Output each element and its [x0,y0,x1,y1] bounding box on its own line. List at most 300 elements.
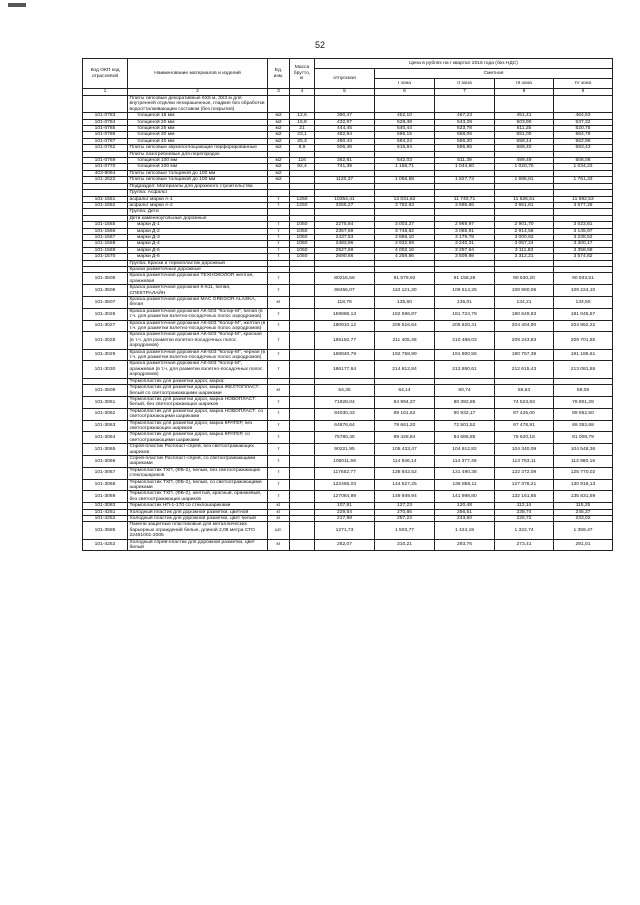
item-zone-1-price: 540,44 [375,126,435,132]
item-release-price: 362,81 [315,158,375,164]
item-zone-2-price: 131 490,38 [435,467,495,479]
item-release-price: 229,54 [315,509,375,515]
item-code: 101-0769 [83,158,128,164]
item-zone-3-price: 209 243,83 [495,332,554,349]
item-zone-4-price: 3 238,52 [554,234,613,240]
item-code: 101-3064 [83,432,128,444]
item-code: 101-0783 [83,113,128,119]
item-zone-1-price: 127,23 [375,503,435,509]
item-code: 101-0762 [83,145,128,151]
item-unit: т [268,308,290,320]
item-name: Термопластик для разметки дорог, марка НОВОПЛАСТ: со светоотражающими шариками [128,408,268,420]
item-zone-1-price: 84 994,37 [375,396,435,408]
item-unit: т [268,222,290,228]
item-zone-4-price: 134,50 [554,297,613,309]
item-zone-2-price: 191 900,55 [435,349,495,361]
item-code: 101-3063 [83,420,128,432]
item-mass [290,297,315,309]
item-release-price: 90221,95 [315,444,375,456]
item-release-price: 2367,69 [315,228,375,234]
item-zone-4-price: 506,08 [554,158,613,164]
item-code: 101-3066 [83,455,128,467]
item-mass [290,361,315,378]
item-unit: т [268,273,290,285]
item-mass: 1050 [290,241,315,247]
item-unit: т [268,444,290,456]
item-zone-4-price: 3 677,28 [554,202,613,208]
header-zone-4: IV зона [554,79,613,89]
item-zone-2-price: 1 827,73 [435,177,495,183]
table-row [83,196,613,202]
item-unit: м2 [268,126,290,132]
item-zone-3-price: 499,49 [495,158,554,164]
item-zone-4-price: 76 801,28 [554,396,613,408]
item-zone-4-price: 69 352,68 [554,420,613,432]
item-zone-2-price: 91 158,28 [435,273,495,285]
item-mass [290,432,315,444]
item-unit: т [268,241,290,247]
section-title: Термопластик для разметки дорог, марка: [128,378,268,384]
item-release-price: 2275,84 [315,222,375,228]
item-release-price: 2690,66 [315,254,375,260]
item-zone-3-price: 67 478,91 [495,420,554,432]
item-zone-2-price: 72 501,52 [435,420,495,432]
item-unit: т [268,332,290,349]
item-zone-4-price: 90 933,51 [554,273,613,285]
item-release-price: 262,07 [315,539,375,551]
item-zone-1-price: 4 002,16 [375,247,435,253]
item-unit: т [268,491,290,503]
item-name: Краска разметочная дорожная К-611, белая, СПЕКТРАЛАЙН [128,285,268,297]
item-zone-4-price: 135 831,59 [554,491,613,503]
item-zone-2-price: 1 424,19 [435,522,495,539]
item-zone-2-price: 543,28 [435,119,495,125]
table-row [83,467,613,479]
item-release-price: 159886,13 [315,308,375,320]
item-zone-1-price: 64,14 [375,385,435,397]
item-release-price: 84030,43 [315,408,375,420]
header-estimate-group: Сметная [375,69,613,79]
item-release-price: 10354,41 [315,196,375,202]
item-unit: т [268,254,290,260]
item-zone-4-price: 1 359,47 [554,522,613,539]
item-zone-3-price: 1 322,74 [495,522,554,539]
item-mass [290,444,315,456]
item-name: Плиты гипсовые толщиной до 100 мм [128,170,268,176]
item-mass: 116 [290,158,315,164]
item-release-price: 185192,77 [315,332,375,349]
item-zone-3-price: 551,00 [495,132,554,138]
item-release-price: 80215,56 [315,273,375,285]
item-zone-2-price: 3 179,78 [435,234,495,240]
item-code: 101-3509 [83,385,128,397]
item-zone-1-price: 615,84 [375,145,435,151]
item-code: 101-4252 [83,516,128,522]
item-code: 101-2622 [83,177,128,183]
item-zone-3-price: 3 057,24 [495,241,554,247]
item-code: 403-9094 [83,170,128,176]
item-mass [290,285,315,297]
item-mass [290,332,315,349]
header-zone-3: III зона [495,79,554,89]
item-zone-2-price: 293,76 [435,539,495,551]
item-zone-4-price: 3 574,82 [554,254,613,260]
item-name: толщиной 25 мм [128,126,268,132]
item-mass: 1050 [290,234,315,240]
item-mass: 1050 [290,247,315,253]
empty-cell [554,96,613,113]
item-zone-4-price: 3 023,61 [554,222,613,228]
item-zone-3-price: 113 753,11 [495,455,554,467]
item-unit: т [268,196,290,202]
item-code: 101-3068 [83,479,128,491]
item-name: Холодный спрей-пластик для дорожной разметки, цвет белый [128,539,268,551]
item-unit: т [268,396,290,408]
item-name: Краска разметочная дорожная АК-503 "Колор-М", оранжевая (в т.ч. для разметки взлетно-посадочных полос аэродромов) [128,361,268,378]
item-name: толщиной 100 мм [128,164,268,170]
item-zone-3-price: 559,14 [495,138,554,144]
item-zone-2-price: 511,39 [435,158,495,164]
empty-cell [495,96,554,113]
item-zone-3-price: 122 372,09 [495,467,554,479]
column-number: 1 [83,89,128,96]
item-mass: 8,9 [290,145,315,151]
item-mass [290,273,315,285]
item-zone-4-price: 520,75 [554,126,613,132]
section-title: Группа: Дети [128,209,268,215]
item-zone-2-price: 523,78 [435,126,495,132]
item-zone-3-price: 212 615,43 [495,361,554,378]
section-title: Дети каменноугольные дорожные [128,215,268,221]
item-name: асфальт марки А-2 [128,202,268,208]
item-name: Краска разметочная дорожная АК-503 "Колор-М", желтая (в т.ч. для разметки взлетно-посадочных полос аэродромов) [128,320,268,332]
item-zone-2-price: 2 969,97 [435,222,495,228]
item-name: Спрей-пластик Роспласт-спрей, со светоотражающими шариками [128,455,268,467]
item-zone-2-price: 568,06 [435,132,495,138]
item-zone-2-price: 566,20 [435,138,495,144]
item-name: Панели защитные пластиковые для металлических барьерных ограждений белые, длиной 2,08 метра СТО 22461001-2005 [128,522,268,539]
item-name: Холодный пластик для дорожной разметки, цвет белый [128,516,268,522]
item-unit: кг [268,297,290,309]
item-zone-1-price: 192 758,99 [375,349,435,361]
item-unit: т [268,234,290,240]
item-mass [290,385,315,397]
item-zone-3-price: 134,21 [495,297,554,309]
item-release-price: 127084,89 [315,491,375,503]
item-zone-1-price: 1 503,77 [375,522,435,539]
item-zone-3-price: 204 404,90 [495,320,554,332]
item-release-price: 98456,07 [315,285,375,297]
item-release-price: 432,97 [315,119,375,125]
item-zone-2-price: 120,48 [435,503,495,509]
item-zone-1-price: 78 661,20 [375,420,435,432]
item-release-price: 2527,69 [315,247,375,253]
item-zone-1-price: 138 842,52 [375,467,435,479]
item-name: марки Д-5 [128,247,268,253]
item-mass: 1250 [290,202,315,208]
item-code: 101-3065 [83,444,128,456]
item-zone-1-price: 584,24 [375,138,435,144]
item-mass: 16,8 [290,119,315,125]
item-zone-4-price: 181 045,67 [554,308,613,320]
item-zone-2-price: 84 686,85 [435,432,495,444]
item-code: 101-3507 [83,297,128,309]
item-zone-1-price: 206 516,64 [375,320,435,332]
item-zone-3-price: 3 651,61 [495,202,554,208]
item-name: марки Д-6 [128,254,268,260]
item-code: 101-3585 [83,522,128,539]
item-zone-4-price: 564,79 [554,132,613,138]
header-code: Код ОКП код отраслевой [83,59,128,89]
table-row [83,539,613,551]
item-zone-3-price: 226,72 [495,516,554,522]
table-row [83,444,613,456]
item-release-price: 71928,04 [315,396,375,408]
item-mass: 21 [290,126,315,132]
section-title: Подраздел: Материалы для дорожного строительства [128,183,268,189]
item-release-price: 180910,12 [315,320,375,332]
item-zone-2-price: 181 724,79 [435,308,495,320]
item-zone-2-price: 80 392,85 [435,396,495,408]
item-zone-4-price: 58,09 [554,385,613,397]
item-zone-1-price: 3 748,82 [375,228,435,234]
price-table [82,58,613,551]
item-zone-3-price: 112,14 [495,503,554,509]
section-title: Группа: Краски и термопластик дорожный [128,260,268,266]
item-zone-2-price: 135,01 [435,297,495,309]
item-zone-4-price: 464,53 [554,113,613,119]
item-zone-3-price: 74 523,83 [495,396,554,408]
item-unit: м2 [268,158,290,164]
item-zone-3-price: 132 161,85 [495,491,554,503]
section-title: Группа: Асфальт [128,190,268,196]
item-unit: т [268,228,290,234]
item-release-price: 217,98 [315,516,375,522]
item-mass: 1050 [290,228,315,234]
item-zone-3-price: 90 630,20 [495,273,554,285]
item-mass [290,539,315,551]
item-zone-3-price: 511,25 [495,126,554,132]
item-zone-1-price: 3 932,59 [375,241,435,247]
item-code: 101-0787 [83,138,128,144]
item-zone-3-price: 451,41 [495,113,554,119]
item-code: 101-0785 [83,126,128,132]
item-mass: 1050 [290,222,315,228]
item-mass [290,320,315,332]
item-code: 101-3028 [83,332,128,349]
item-zone-1-price: 586,15 [375,132,435,138]
item-name: Краска разметочная дорожная АК-503 "Колор-М", белая (в т.ч. для разметки взлетно-посадочных полос аэродромов) [128,308,268,320]
item-release-price: 1271,73 [315,522,375,539]
item-name: марки Д-3 [128,234,268,240]
item-zone-4-price: 233,02 [554,516,613,522]
item-zone-4-price: 11 692,53 [554,196,613,202]
item-release-price: 118,78 [315,297,375,309]
item-unit: кг [268,503,290,509]
item-code: 101-3069 [83,491,128,503]
item-mass: 1250 [290,196,315,202]
item-zone-4-price: 89 852,50 [554,408,613,420]
item-zone-2-price: 3 509,98 [435,254,495,260]
item-name: Краска разметочная дорожная АК-503 "Колор-М", красная (в т.ч. для разметки взлетно-посадочных полос аэродромов) [128,332,268,349]
item-zone-4-price: 3 358,58 [554,247,613,253]
table-row [83,164,613,170]
item-mass: 1050 [290,254,315,260]
item-zone-1-price: 310,21 [375,539,435,551]
section-title: Краски разметочные дорожные [128,266,268,272]
item-zone-3-price: 273,41 [495,539,554,551]
column-number: 5 [315,89,375,96]
item-release-price: 105011,59 [315,455,375,467]
item-zone-4-price: 3 300,17 [554,241,613,247]
item-zone-2-price: 3 065,91 [435,228,495,234]
item-zone-3-price: 2 914,58 [495,228,554,234]
item-zone-1-price: 1 156,71 [375,164,435,170]
item-zone-2-price: 90 932,17 [435,408,495,420]
item-code: 101-1567 [83,234,128,240]
item-zone-1-price: 452,10 [375,113,435,119]
item-code: 101-0786 [83,132,128,138]
item-zone-1-price: 182 596,87 [375,308,435,320]
item-mass [290,491,315,503]
item-zone-1-price: 149 949,94 [375,491,435,503]
item-zone-1-price: 257,24 [375,516,435,522]
item-zone-3-price: 127 378,21 [495,479,554,491]
item-zone-4-price: 109 224,10 [554,285,613,297]
item-unit: м2 [268,119,290,125]
item-mass [290,396,315,408]
item-zone-1-price: 3 782,63 [375,202,435,208]
item-zone-2-price: 60,74 [435,385,495,397]
table-row [83,297,613,309]
column-number: 8 [495,89,554,96]
item-zone-4-price: 1 761,33 [554,177,613,183]
item-zone-4-price: 104 548,36 [554,444,613,456]
item-code: 101-3506 [83,285,128,297]
item-code: 101-1551 [83,196,128,202]
section-title: Плиты пазогребневые для перегородок [128,151,268,157]
item-zone-1-price: 3 003,27 [375,222,435,228]
empty-cell [268,96,290,113]
item-zone-3-price: 503,90 [495,119,554,125]
item-zone-3-price: 3 000,62 [495,234,554,240]
item-unit: м2 [268,170,290,176]
item-zone-1-price: 3 856,10 [375,234,435,240]
item-zone-3-price: 1 020,70 [495,164,554,170]
column-number: 2 [128,89,268,96]
table-row [83,479,613,491]
item-release-price: 75780,45 [315,432,375,444]
item-release-price: 64876,64 [315,420,375,432]
table-row [83,396,613,408]
corner-mark [8,3,26,7]
item-zone-4-price: 113 980,16 [554,455,613,467]
table-row [83,491,613,503]
item-release-price: 122465,03 [315,479,375,491]
item-unit: м2 [268,113,290,119]
item-zone-3-price: 2 901,70 [495,222,554,228]
item-zone-1-price: 211 405,48 [375,332,435,349]
item-unit: т [268,467,290,479]
header-release: отпускная [315,69,375,89]
table-row [83,285,613,297]
item-zone-1-price: 528,48 [375,119,435,125]
item-unit: м2 [268,132,290,138]
item-mass [290,479,315,491]
item-zone-4-price: 593,43 [554,145,613,151]
item-zone-4-price: 204 852,22 [554,320,613,332]
item-unit: т [268,247,290,253]
item-zone-4-price: 191 185,61 [554,349,613,361]
table-row [83,273,613,285]
item-zone-2-price: 256,51 [435,509,495,515]
item-code: 101-3083 [83,503,128,509]
header-mass: Масса брутто, кг [290,59,315,89]
item-zone-2-price: 114 377,49 [435,455,495,467]
item-name: Холодный пластик для дорожной разметки, цветной [128,509,268,515]
table-row [83,432,613,444]
item-release-price: 54,35 [315,385,375,397]
item-name: Краска разметочная дорожная ТЕХНОКОЛОР, желтая, оранжевая [128,273,268,285]
section-row [83,96,613,113]
item-zone-4-price: 130 916,13 [554,479,613,491]
table-body [83,96,613,551]
item-code: 101-3062 [83,408,128,420]
column-number: 4 [290,89,315,96]
item-name: толщиной 20 мм [128,119,268,125]
item-name: Термопластик для разметки дорог, марка НОВОПЛАСТ: белый, без светоотражающих шариков [128,396,268,408]
item-name: Термопластик для разметки дорог, марка ЖЕЛТОПЛАСТ: белый со светоотражающими шариками [128,385,268,397]
item-code: 101-3030 [83,361,128,378]
item-zone-1-price: 12 031,62 [375,196,435,202]
item-zone-3-price: 1 695,81 [495,177,554,183]
item-zone-1-price: 91 579,92 [375,273,435,285]
empty-cell [375,96,435,113]
item-zone-2-price: 210 488,03 [435,332,495,349]
header-unit: Ед. изм. [268,59,290,89]
item-code: 101-3505 [83,273,128,285]
item-code [83,96,128,113]
item-zone-4-price: 537,32 [554,119,613,125]
column-number: 6 [375,89,435,96]
column-number: 9 [554,89,613,96]
item-name: Плиты гипсовые толщиной до 100 мм [128,177,268,183]
page-number: 52 [314,40,325,50]
item-code: 101-4251 [83,509,128,515]
item-zone-1-price: 270,86 [375,509,435,515]
item-zone-3-price: 78 620,18 [495,432,554,444]
empty-cell [435,96,495,113]
item-release-price: 1120,37 [315,177,375,183]
table-row [83,349,613,361]
item-unit: т [268,202,290,208]
item-zone-4-price: 81 008,79 [554,432,613,444]
item-name: Термопластик ТХП, (ФБ-2), белый, без светоотражающих стеклошариков [128,467,268,479]
item-mass [290,455,315,467]
item-zone-1-price: 110 121,30 [375,285,435,297]
item-unit: т [268,455,290,467]
item-release-price: 741,39 [315,164,375,170]
item-name: марки Д-4 [128,241,268,247]
item-zone-2-price: 213 880,61 [435,361,495,378]
item-code: 101-1570 [83,254,128,260]
empty-cell [290,96,315,113]
item-zone-2-price: 141 998,80 [435,491,495,503]
item-mass: 92,4 [290,164,315,170]
item-zone-1-price: 542,03 [375,158,435,164]
item-zone-1-price: 89 161,62 [375,408,435,420]
table-row [83,522,613,539]
